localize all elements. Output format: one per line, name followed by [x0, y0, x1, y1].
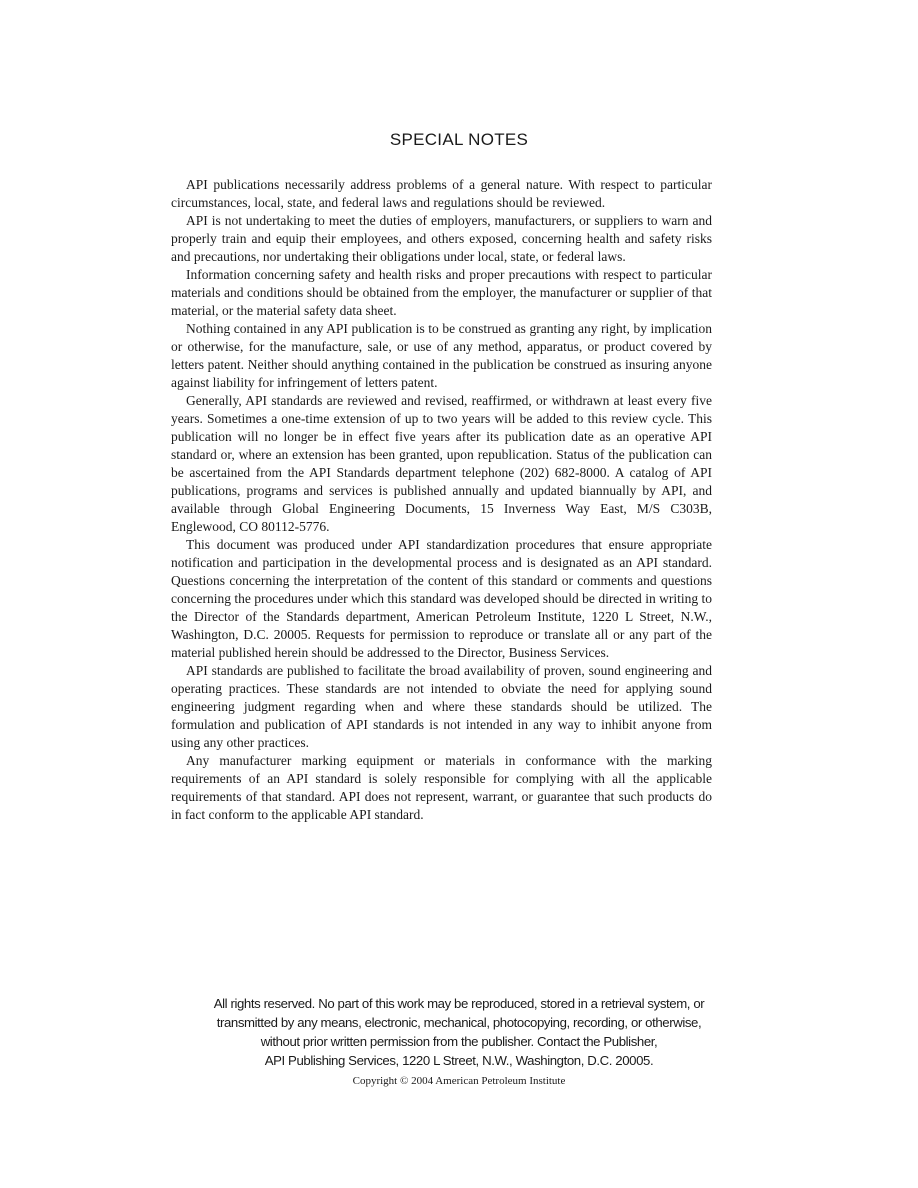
copyright-line: Copyright © 2004 American Petroleum Institute [352, 1075, 566, 1087]
paragraph: Information concerning safety and health risks and proper precautions with respect to particular materials and conditions should be obtained from the employer, the manufacturer or supplier of that material, or the material safety data sheet. [171, 267, 712, 318]
paragraph: API standards are published to facilitate the broad availability of proven, sound engineering and operating practices. These standards are not intended to obviate the need for applying sound engineering judgment regarding when and where these standards should be utilized. The formulation and publication of API standards is not intended in any way to inhibit anyone from using any other practices. [171, 663, 712, 750]
paragraph: This document was produced under API standardization procedures that ensure appropriate notification and participation in the developmental process and is designated as an API standard. Questions concerning the interpretation of the content of this standard or comments and questions concerning the procedures under which this standard was developed should be directed in writing to the Director of the Standards department, American Petroleum Institute, 1220 L Street, N.W., Washington, D.C. 20005. Requests for permission to reproduce or translate all or any part of the material published herein should be addressed to the Director, Business Services. [171, 537, 712, 660]
special-notes-body [171, 176, 712, 824]
paragraph: Nothing contained in any API publication is to be construed as granting any right, by implication or otherwise, for the manufacture, sale, or use of any method, apparatus, or product covered by letters patent. Neither should anything contained in the publication be construed as insuring anyone against liability for infringement of letters patent. [171, 321, 712, 390]
rights-line: without prior written permission from the publisher. Contact the Publisher, [260, 1034, 658, 1049]
rights-notice [120, 994, 798, 1070]
paragraph: API is not undertaking to meet the duties of employers, manufacturers, or suppliers to warn and properly train and equip their employees, and others exposed, concerning health and safety risks and precautions, nor undertaking their obligations under local, state, or federal laws. [171, 213, 712, 264]
paragraph: Any manufacturer marking equipment or materials in conformance with the marking requirements of an API standard is solely responsible for complying with all the applicable requirements of that standard. API does not represent, warrant, or guarantee that such products do in fact conform to the applicable API standard. [171, 753, 712, 822]
rights-line: transmitted by any means, electronic, mechanical, photocopying, recording, or otherwise, [216, 1015, 702, 1030]
paragraph: API publications necessarily address problems of a general nature. With respect to particular circumstances, local, state, and federal laws and regulations should be reviewed. [171, 177, 712, 210]
rights-line: API Publishing Services, 1220 L Street, N.W., Washington, D.C. 20005. [264, 1053, 654, 1068]
paragraph: Generally, API standards are reviewed and revised, reaffirmed, or withdrawn at least every five years. Sometimes a one-time extension of up to two years will be added to this review cycle. This publication will no longer be in effect five years after its publication date as an operative API standard or, where an extension has been granted, upon republication. Status of the publication can be ascertained from the API Standards department telephone (202) 682-8000. A catalog of API publications, programs and services is published annually and updated biannually by API, and available through Global Engineering Documents, 15 Inverness Way East, M/S C303B, Englewood, CO 80112-5776. [171, 393, 712, 534]
page-title: SPECIAL NOTES [389, 130, 529, 149]
rights-line: All rights reserved. No part of this work may be reproduced, stored in a retrieval system, or [213, 996, 705, 1011]
